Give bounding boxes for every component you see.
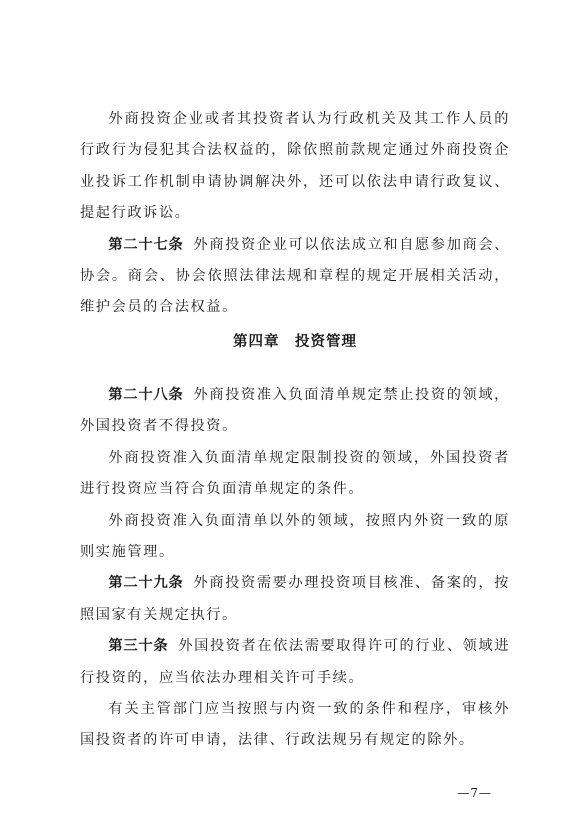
article-27 [80,230,510,324]
article-29-label: 第二十九条 [108,575,184,592]
paragraph-outside-list: 外商投资准入负面清单以外的领域，按照内外资一致的原则实施管理。 [80,512,510,561]
paragraph-authority-review: 有关主管部门应当按照与内资一致的条件和程序，审核外国投资者的许可申请，法律、行政法规另有规定的除外。 [80,701,510,749]
article-30-label: 第三十条 [108,638,169,655]
paragraph-complaint-remedy: 外商投资企业或者其投资者认为行政机关及其工作人员的行政行为侵犯其合法权益的，除依照前款规定通过外商投资企业投诉工作机制申请协调解决外，还可以依法申请行政复议、提起行政诉讼。 [80,111,510,222]
article-28 [80,380,510,443]
article-30 [80,631,510,694]
article-29-text: 外商投资需要办理投资项目核准、备案的，按照国家有关规定执行。 [80,575,510,623]
article-27-label: 第二十七条 [108,236,184,253]
paragraph-restricted-fields: 外商投资准入负面清单规定限制投资的领域，外国投资者进行投资应当符合负面清单规定的条件。 [80,449,510,498]
section-block-lower [80,380,510,757]
article-29 [80,568,510,631]
chapter-heading: 第四章 投资管理 [233,334,357,350]
article-28-text: 外商投资准入负面清单规定禁止投资的领域，外国投资者不得投资。 [80,387,510,435]
section-block-upper [80,104,510,324]
article-27-text: 外商投资企业可以依法成立和自愿参加商会、协会。商会、协会依照法律法规和章程的规定开展相关活动，维护会员的合法权益。 [80,236,510,316]
article-30-text: 外国投资者在依法需要取得许可的行业、领域进行投资的，应当依法办理相关许可手续。 [80,638,510,686]
article-28-label: 第二十八条 [108,387,184,403]
page-number: —7— [457,786,492,800]
